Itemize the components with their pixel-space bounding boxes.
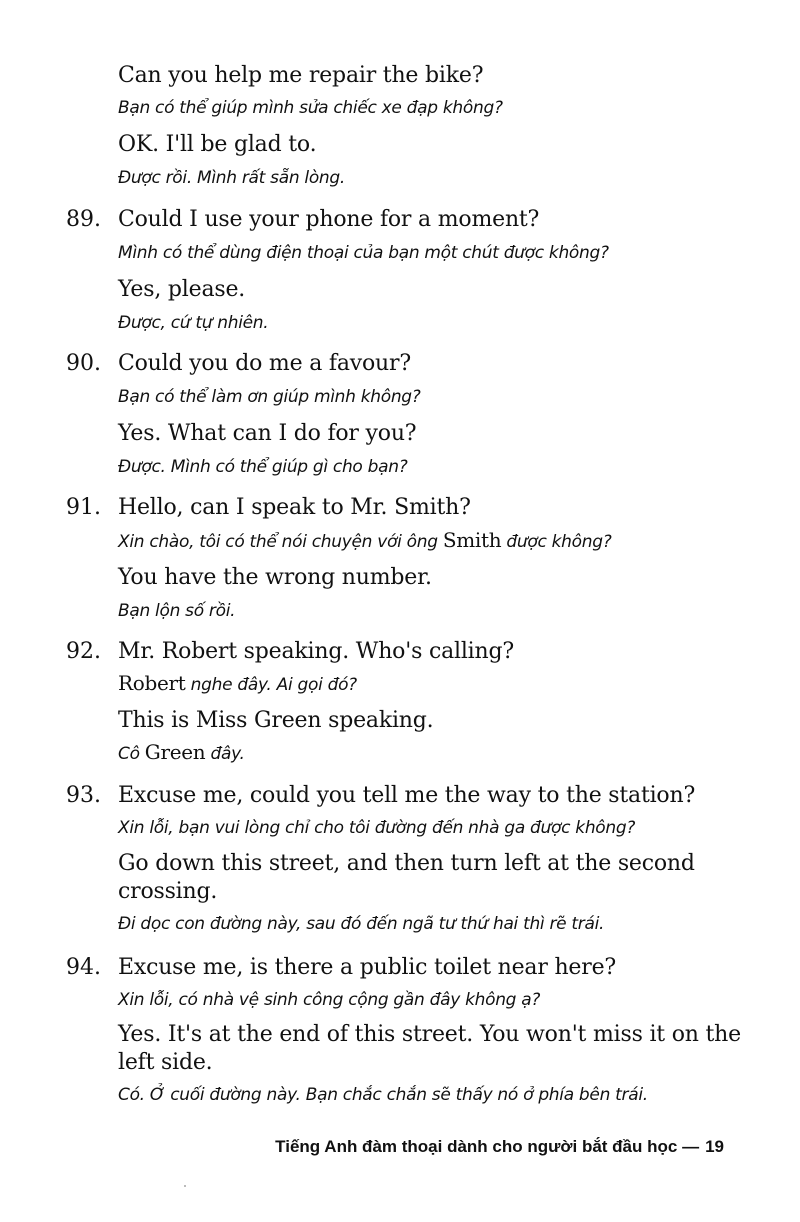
answer-vietnamese <box>118 741 245 765</box>
answer-vietnamese-part: Cô <box>118 744 140 764</box>
entry-number: 93. <box>66 783 101 808</box>
question-vietnamese-part: Xin chào, tôi có thể nói chuyện với ông <box>118 532 438 552</box>
entry-number: 94. <box>66 955 101 980</box>
answer-vietnamese: Có. Ở cuối đường này. Bạn chắc chắn sẽ thấy nó ở phía bên trái. <box>118 1085 648 1105</box>
question-vietnamese: Xin lỗi, bạn vui lòng chỉ cho tôi đường đến nhà ga được không? <box>118 818 636 838</box>
print-speck <box>184 1185 186 1187</box>
answer-vietnamese: Được. Mình có thể giúp gì cho bạn? <box>118 457 408 477</box>
answer-vietnamese: Đi dọc con đường này, sau đó đến ngã tư thứ hai thì rẽ trái. <box>118 914 605 934</box>
answer-english: Go down this street, and then turn left at the second <box>118 851 695 876</box>
answer-english: This is Miss Green speaking. <box>118 708 434 733</box>
answer-english: Yes. It's at the end of this street. You won't miss it on the <box>118 1022 741 1047</box>
answer-english-continued: crossing. <box>118 879 218 904</box>
question-english: Could you do me a favour? <box>118 351 411 376</box>
question-vietnamese <box>118 529 611 553</box>
entry-number: 91. <box>66 495 101 520</box>
answer-english: You have the wrong number. <box>118 565 432 590</box>
book-title: Tiếng Anh đàm thoại dành cho người bắt đầu học — <box>275 1137 700 1156</box>
answer-english: OK. I'll be glad to. <box>118 132 317 157</box>
question-english: Can you help me repair the bike? <box>118 63 484 88</box>
question-english: Mr. Robert speaking. Who's calling? <box>118 639 514 664</box>
question-vietnamese: Bạn có thể giúp mình sửa chiếc xe đạp không? <box>118 98 503 118</box>
answer-vietnamese: Được, cứ tự nhiên. <box>118 313 269 333</box>
page-footer <box>275 1136 724 1158</box>
question-english: Excuse me, could you tell me the way to the station? <box>118 783 696 808</box>
question-english: Hello, can I speak to Mr. Smith? <box>118 495 471 520</box>
answer-vietnamese: Được rồi. Mình rất sẵn lòng. <box>118 168 345 188</box>
question-vietnamese <box>118 672 357 696</box>
page-number: 19 <box>705 1137 724 1156</box>
answer-vietnamese: Bạn lộn số rồi. <box>118 601 236 621</box>
entry-number: 90. <box>66 351 101 376</box>
question-vietnamese: Bạn có thể làm ơn giúp mình không? <box>118 387 421 407</box>
person-name: Green <box>144 740 206 764</box>
question-vietnamese-part: nghe đây. Ai gọi đó? <box>190 675 357 695</box>
person-name: Robert <box>118 671 186 695</box>
question-english: Excuse me, is there a public toilet near here? <box>118 955 616 980</box>
answer-english-continued: left side. <box>118 1050 213 1075</box>
question-vietnamese: Xin lỗi, có nhà vệ sinh công cộng gần đây không ạ? <box>118 990 541 1010</box>
answer-english: Yes. What can I do for you? <box>118 421 417 446</box>
entry-number: 89. <box>66 207 101 232</box>
answer-vietnamese-part: đây. <box>210 744 245 764</box>
question-vietnamese-part: được không? <box>506 532 612 552</box>
answer-english: Yes, please. <box>118 277 246 302</box>
question-english: Could I use your phone for a moment? <box>118 207 540 232</box>
entry-number: 92. <box>66 639 101 664</box>
person-name: Smith <box>442 528 502 552</box>
question-vietnamese: Mình có thể dùng điện thoại của bạn một chút được không? <box>118 243 609 263</box>
